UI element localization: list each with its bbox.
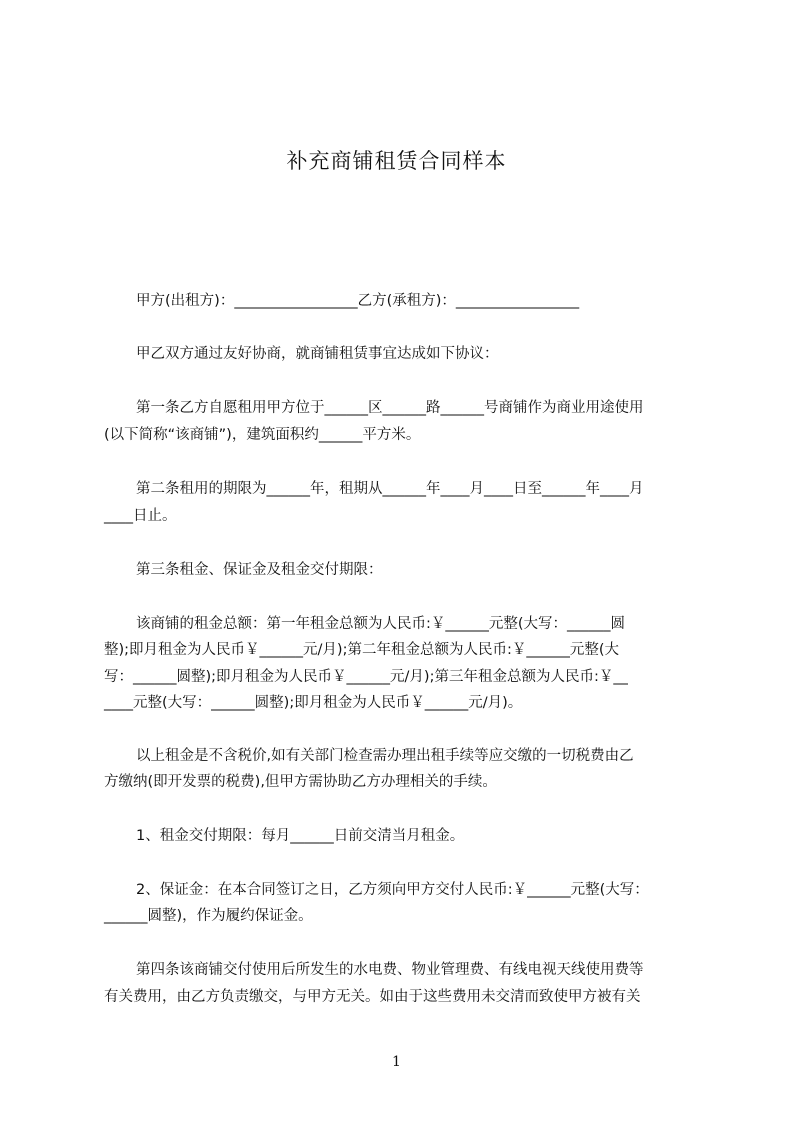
tax-line-2: 方缴纳(即开发票的税费),但甲方需协助乙方办理相关的手续。 (104, 774, 497, 790)
page-number: 1 (392, 1054, 401, 1070)
article-4-line-1: 第四条该商铺交付使用后所发生的水电费、物业管理费、有线电视天线使用费等 (136, 962, 644, 978)
article-4-line-2: 有关费用，由乙方负责缴交，与甲方无关。如由于这些费用未交清而致使甲方被有关 (104, 989, 641, 1005)
deposit-line-1: 2、保证金：在本合同签订之日，乙方须向甲方交付人民币:￥______元整(大写： (136, 882, 649, 898)
article-1-line-1: 第一条乙方自愿租用甲方位于______区______路______号商铺作为商业用途使用 (136, 400, 644, 416)
rent-line-4: ____元整(大写：______圆整);即月租金为人民币￥______元/月)。 (104, 695, 523, 711)
payment-deadline-line: 1、租金交付期限：每月______日前交清当月租金。 (136, 828, 465, 844)
rent-line-3: 写：______圆整);即月租金为人民币￥______元/月);第三年租金总额为人民币:￥__ (104, 669, 628, 685)
rent-line-1: 该商铺的租金总额：第一年租金总额为人民币:￥______元整(大写：______圆 (136, 616, 626, 632)
tax-line-1: 以上租金是不含税价,如有关部门检查需办理出租手续等应交缴的一切税费由乙 (136, 748, 634, 764)
article-2-line-2: ____日止。 (104, 508, 177, 524)
party-line: 甲方(出租方)：_________________乙方(承租方)：_________________ (136, 293, 580, 309)
intro-paragraph: 甲乙双方通过友好协商，就商铺租赁事宜达成如下协议： (136, 346, 499, 362)
article-3-heading: 第三条租金、保证金及租金交付期限： (136, 562, 383, 578)
article-1-line-2: (以下简称“该商铺”)，建筑面积约______平方米。 (104, 427, 421, 443)
rent-line-2: 整);即月租金为人民币￥______元/月);第二年租金总额为人民币:￥______元整(大 (104, 642, 620, 658)
article-2-line-1: 第二条租用的期限为______年，租期从______年____月____日至______年____月 (136, 481, 644, 497)
document-title: 补充商铺租赁合同样本 (286, 149, 507, 173)
deposit-line-2: ______圆整)，作为履约保证金。 (104, 908, 313, 924)
